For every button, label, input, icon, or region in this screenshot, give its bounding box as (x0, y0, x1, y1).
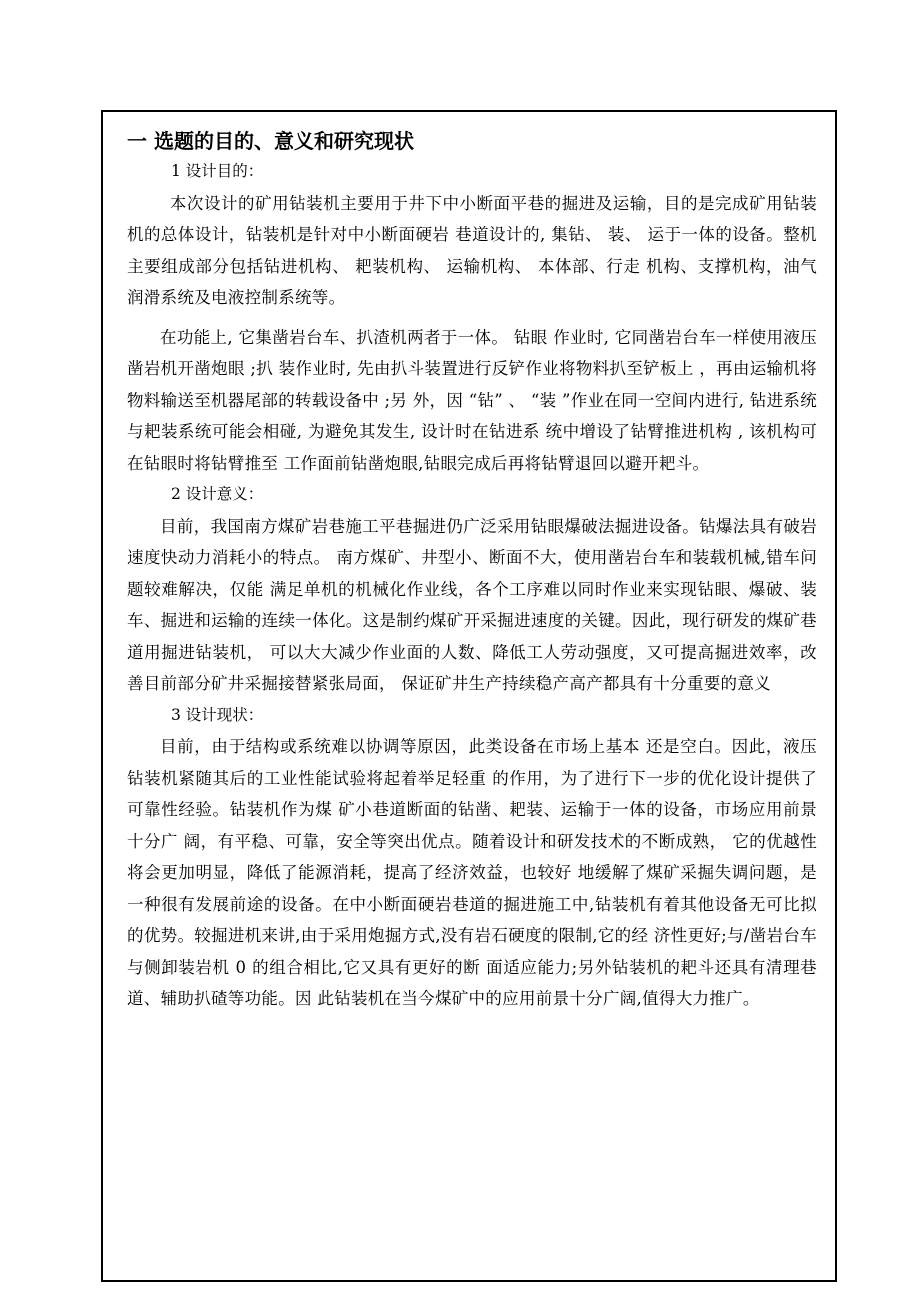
significance-paragraph: 目前，我国南方煤矿岩巷施工平巷掘进仍广泛采用钻眼爆破法掘进设备。钻爆法具有破岩速度快动力消耗小的特点。 南方煤矿、井型小、断面不大，使用凿岩台车和装载机械,错车问题较难解决，仅能 满足单机的机械化作业线，各个工序难以同时作业来实现钻眼、爆破、装车、掘进和运输的连续一体化。这是制约煤矿开采掘进速度的关键。因此，现行研发的煤矿巷道用掘进钻装机， 可以大大减少作业面的人数、降低工人劳动强度，又可提高掘进效率，改善目前部分矿井采掘接替紧张局面， 保证矿井生产持续稳产高产都具有十分重要的意义 (127, 516, 817, 693)
purpose-paragraph-2: 在功能上, 它集凿岩台车、扒渣机两者于一体。 钻眼 作业时, 它同凿岩台车一样使用液压凿岩机开凿炮眼 ;扒 装作业时, 先由扒斗装置进行反铲作业将物料扒至铲板上 ，再由运输机将物料输送至机器尾部的转载设备中 ;另 外，因 “钻” 、 “装 ”作业在同一空间内进行, 钻进系统 与耙装系统可能会相碰, 为避免其发生, 设计时在钻进系 统中增设了钻臂推进机构 , 该机构可在钻眼时将钻臂推至 工作面前钻凿炮眼,钻眼完成后再将钻臂退回以避开耙斗。 (127, 327, 817, 473)
document-body (127, 126, 817, 1015)
status-heading: 3 设计现状： (171, 705, 264, 724)
section-title: 一 选题的目的、意义和研究现状 (127, 129, 414, 153)
purpose-heading: 1 设计目的： (171, 162, 264, 180)
purpose-paragraph-1: 本次设计的矿用钻装机主要用于井下中小断面平巷的掘进及运输，目的是完成矿用钻装机的总体设计，钻装机是针对中小断面硬岩 巷道设计的, 集钻、 装、 运于一体的设备。整机主要组成部分包括钻进机构、 耙装机构、 运输机构、 本体部、行走 机构、支撑机构，油气润滑系统及电液控制系统等。 (127, 193, 817, 307)
document-frame (101, 110, 837, 1282)
status-paragraph: 目前，由于结构或系统难以协调等原因，此类设备在市场上基本 还是空白。因此，液压钻装机紧随其后的工业性能试验将起着举足轻重 的作用，为了进行下一步的优化设计提供了可靠性经验。钻装机作为煤 矿小巷道断面的钻凿、耙装、运输于一体的设备，市场应用前景十分广 阔，有平稳、可靠，安全等突出优点。随着设计和研发技术的不断成熟， 它的优越性将会更加明显，降低了能源消耗，提高了经济效益，也较好 地缓解了煤矿采掘失调问题，是一种很有发展前途的设备。在中小断面硬岩巷道的掘进施工中,钻装机有着其他设备无可比拟 的优势。较掘进机来讲,由于采用炮掘方式,没有岩石硬度的限制,它的经 济性更好;与/凿岩台车与侧卸装岩机 0 的组合相比,它又具有更好的断 面适应能力;另外钻装机的耙斗还具有清理巷道、辅助扒碴等功能。因 此钻装机在当今煤矿中的应用前景十分广阔,值得大力推广。 (127, 737, 817, 1008)
significance-heading: 2 设计意义： (171, 485, 264, 503)
